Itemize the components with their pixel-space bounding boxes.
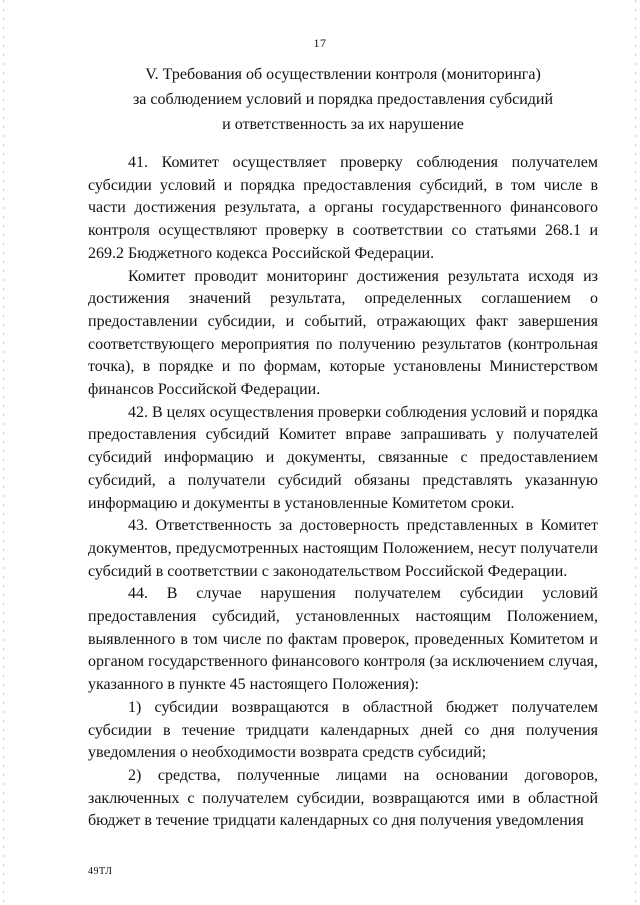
footer-document-code: 49ТЛ xyxy=(88,866,113,877)
section-title-line: V. Требования об осуществлении контроля (мониторинга) xyxy=(145,66,541,83)
page-number: 17 xyxy=(313,36,327,50)
paragraph-42: 42. В целях осуществления проверки соблюдения условий и порядка предоставления субсидий Комитет вправе запрашивать у получателей субсидий информацию и документы, связанные с предоставлением субсидий, а получатели субсидий обязаны представлять указанную информацию и документы в установленные Комитетом сроки. xyxy=(88,403,598,512)
paragraph-monitoring: Комитет проводит мониторинг достижения результата исходя из достижения значений результата, определенных соглашением о предоставлении субсидии, и событий, отражающих факт завершения соответствующего мероприятия по получению результатов (контрольная точка), в порядке и по формам, которые установлены Министерством финансов Российской Федерации. xyxy=(88,267,598,399)
section-title-line: и ответственность за их нарушение xyxy=(222,116,464,133)
section-title-line: за соблюдением условий и порядка предоставления субсидий xyxy=(132,91,554,108)
scan-edge-right xyxy=(635,0,636,905)
list-item-2: 2) средства, полученные лицами на основании договоров, заключенных с получателем субсидии, возвращаются ими в областной бюджет в течение тридцати календарных со дня получения уведомления xyxy=(88,766,598,830)
list-item-1: 1) субсидии возвращаются в областной бюджет получателем субсидии в течение тридцати календарных дней со дня получения уведомления о необходимости возврата средств субсидий; xyxy=(88,698,598,762)
section-title xyxy=(88,62,598,137)
paragraph-44: 44. В случае нарушения получателем субсидии условий предоставления субсидий, установленных настоящим Положением, выявленного в том числе по фактам проверок, проведенных Комитетом и органом государственного финансового контроля (за исключением случая, указанного в пункте 45 настоящего Положения): xyxy=(88,585,598,694)
document-body xyxy=(88,152,598,833)
paragraph-41: 41. Комитет осуществляет проверку соблюдения получателем субсидии условий и порядка предоставления субсидий, в том числе в части достижения результата, а органы государственного финансового контроля осуществляют проверку в соответствии со статьями 268.1 и 269.2 Бюджетного кодекса Российской Федерации. xyxy=(88,154,598,262)
scan-edge-left xyxy=(3,0,4,905)
paragraph-43: 43. Ответственность за достоверность представленных в Комитет документов, предусмотренных настоящим Положением, несут получатели субсидий в соответствии с законодательством Российской Федерации. xyxy=(88,517,598,580)
